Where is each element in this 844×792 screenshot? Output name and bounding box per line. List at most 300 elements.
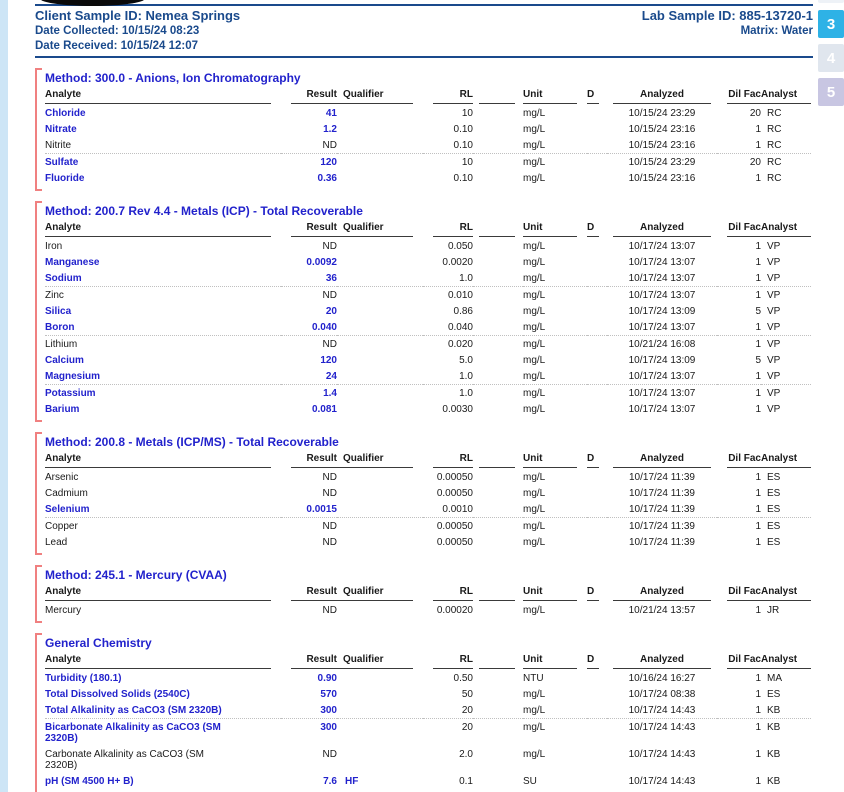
cell-mdl bbox=[473, 105, 523, 121]
client-sample-id: Client Sample ID: Nemea Springs bbox=[35, 8, 241, 23]
cell-unit: mg/L bbox=[523, 689, 546, 700]
results-table bbox=[45, 585, 811, 618]
cell-analyte: Turbidity (180.1) bbox=[45, 673, 122, 684]
cell-mdl bbox=[473, 336, 523, 353]
cell-dilfac: 1 bbox=[755, 257, 761, 268]
cell-result: ND bbox=[281, 287, 337, 304]
cell-dilfac: 1 bbox=[755, 705, 761, 716]
table-row bbox=[45, 773, 811, 789]
cell-unit: mg/L bbox=[523, 257, 546, 268]
column-header-analyte: Analyte bbox=[45, 221, 281, 238]
cell-dilfac: 1 bbox=[755, 173, 761, 184]
cell-d bbox=[587, 401, 607, 417]
cell-mdl bbox=[473, 137, 523, 154]
cell-analyte: Nitrate bbox=[45, 124, 77, 135]
cell-analyzed: 10/17/24 13:07 bbox=[628, 404, 696, 415]
cell-result: 300 bbox=[281, 719, 337, 747]
cell-result: 1.4 bbox=[281, 385, 337, 402]
cell-mdl bbox=[473, 746, 523, 773]
sample-header bbox=[35, 0, 813, 58]
cell-analyzed: 10/17/24 14:43 bbox=[628, 705, 696, 716]
cell-mdl bbox=[473, 319, 523, 336]
cell-mdl bbox=[473, 702, 523, 719]
cell-analyzed: 10/15/24 23:16 bbox=[628, 124, 696, 135]
cell-result: ND bbox=[322, 605, 337, 616]
cell-analyte: Iron bbox=[45, 241, 63, 252]
cell-result: 36 bbox=[325, 273, 337, 284]
section-bracket bbox=[35, 432, 42, 555]
table-row bbox=[45, 137, 811, 154]
cell-rl: 0.050 bbox=[447, 241, 473, 252]
section-title: Method: 200.7 Rev 4.4 - Metals (ICP) - Total Recoverable bbox=[45, 204, 363, 218]
cell-unit: mg/L bbox=[523, 336, 587, 353]
cell-analyzed: 10/17/24 11:39 bbox=[629, 537, 695, 548]
cell-d bbox=[587, 518, 607, 535]
cell-d bbox=[587, 746, 607, 773]
cell-rl: 0.00050 bbox=[436, 537, 473, 548]
cell-rl: 0.1 bbox=[459, 776, 473, 787]
table-row bbox=[45, 303, 811, 319]
column-header-dil-fac: Dil Fac bbox=[717, 88, 761, 105]
method-section bbox=[35, 432, 813, 555]
cell-analyte: Sodium bbox=[45, 273, 82, 284]
cell-result: ND bbox=[322, 472, 337, 483]
cell-d bbox=[587, 702, 607, 719]
page-tab-partial[interactable] bbox=[818, 0, 844, 3]
cell-qual bbox=[337, 368, 423, 385]
cell-d bbox=[587, 154, 607, 171]
cell-analyst: VP bbox=[767, 322, 781, 333]
column-header-qualifier: Qualifier bbox=[337, 88, 423, 105]
cell-mdl bbox=[473, 602, 523, 618]
cell-analyzed: 10/16/24 16:27 bbox=[628, 673, 696, 684]
cell-result: 0.90 bbox=[317, 673, 337, 684]
cell-qual bbox=[337, 352, 423, 368]
matrix: Matrix: Water bbox=[740, 25, 813, 37]
method-section bbox=[35, 68, 813, 191]
cell-d bbox=[587, 602, 607, 618]
cell-rl: 5.0 bbox=[459, 355, 473, 366]
cell-unit: mg/L bbox=[523, 355, 546, 366]
results-table bbox=[45, 653, 811, 789]
cell-dilfac: 1 bbox=[717, 719, 761, 747]
cell-analyzed: 10/17/24 14:43 bbox=[628, 776, 696, 787]
cell-dilfac: 20 bbox=[717, 154, 761, 171]
cell-dilfac: 1 bbox=[755, 776, 761, 787]
cell-d bbox=[587, 137, 607, 154]
table-row bbox=[45, 401, 811, 417]
cell-analyte: Arsenic bbox=[45, 472, 79, 483]
column-header-result: Result bbox=[281, 88, 337, 105]
cell-analyst: VP bbox=[767, 371, 781, 382]
table-row bbox=[45, 485, 811, 501]
cell-analyzed: 10/17/24 13:07 bbox=[628, 371, 696, 382]
section-bracket bbox=[35, 565, 42, 623]
cell-rl: 10 bbox=[423, 154, 473, 171]
table-row bbox=[45, 670, 811, 686]
cell-analyst: KB bbox=[767, 776, 781, 787]
table-row bbox=[45, 719, 811, 747]
cell-rl: 0.00050 bbox=[436, 488, 473, 499]
cell-result: 7.6 bbox=[323, 776, 337, 787]
cell-qual bbox=[337, 319, 423, 336]
column-header-analyzed: Analyzed bbox=[607, 653, 717, 670]
cell-analyst: VP bbox=[767, 355, 781, 366]
cell-analyst: VP bbox=[767, 306, 781, 317]
cell-qual bbox=[337, 137, 423, 154]
column-header-rl: RL bbox=[423, 452, 473, 469]
cell-analyte: Cadmium bbox=[45, 488, 88, 499]
cell-analyst: KB bbox=[767, 749, 781, 760]
cell-unit: mg/L bbox=[523, 173, 546, 184]
cell-rl: 0.00020 bbox=[436, 605, 473, 616]
cell-analyzed: 10/17/24 11:39 bbox=[629, 504, 695, 515]
cell-unit: mg/L bbox=[523, 488, 546, 499]
table-row bbox=[45, 238, 811, 254]
cell-rl: 10 bbox=[461, 108, 473, 119]
cell-analyte: Manganese bbox=[45, 257, 100, 268]
table-row bbox=[45, 518, 811, 535]
cell-rl: 0.040 bbox=[447, 322, 473, 333]
cell-dilfac: 1 bbox=[755, 605, 761, 616]
cell-d bbox=[587, 469, 607, 485]
cell-rl: 20 bbox=[461, 705, 473, 716]
column-header-analyzed: Analyzed bbox=[607, 88, 717, 105]
section-bracket bbox=[35, 201, 42, 422]
cell-rl: 0.10 bbox=[453, 124, 473, 135]
cell-dilfac: 5 bbox=[755, 355, 761, 366]
column-header-d: D bbox=[587, 221, 607, 238]
cell-qual bbox=[337, 534, 423, 550]
column-header-mdl bbox=[473, 653, 523, 670]
cell-qual bbox=[337, 121, 423, 137]
cell-unit: mg/L bbox=[523, 371, 546, 382]
cell-result: 24 bbox=[325, 371, 337, 382]
method-section bbox=[35, 201, 813, 422]
page-tab-3-active[interactable]: 3 bbox=[818, 10, 844, 38]
table-row bbox=[45, 154, 811, 171]
cell-d bbox=[587, 287, 607, 304]
results-table bbox=[45, 88, 811, 186]
table-row bbox=[45, 501, 811, 518]
cell-analyte: Copper bbox=[45, 518, 281, 535]
cell-result: 0.040 bbox=[311, 322, 337, 333]
cell-analyzed: 10/15/24 23:29 bbox=[607, 154, 717, 171]
cell-analyte: Nitrite bbox=[45, 140, 72, 151]
table-row bbox=[45, 385, 811, 402]
cell-qual bbox=[337, 702, 423, 719]
cell-d bbox=[587, 368, 607, 385]
cell-mdl bbox=[473, 501, 523, 518]
table-row bbox=[45, 287, 811, 304]
cell-mdl bbox=[473, 254, 523, 270]
column-header-rl: RL bbox=[423, 653, 473, 670]
column-header-rl: RL bbox=[423, 88, 473, 105]
lab-sample-id: Lab Sample ID: 885-13720-1 bbox=[641, 8, 813, 23]
cell-analyst: ES bbox=[767, 504, 781, 515]
cell-mdl bbox=[473, 686, 523, 702]
cell-mdl bbox=[473, 121, 523, 137]
page-tab-4[interactable]: 4 bbox=[818, 44, 844, 72]
cell-unit: mg/L bbox=[523, 504, 546, 515]
column-header-analyst: Analyst bbox=[761, 653, 811, 670]
cell-d bbox=[587, 319, 607, 336]
cell-analyte: Calcium bbox=[45, 355, 84, 366]
cell-analyst: RC bbox=[767, 140, 782, 151]
cell-unit: mg/L bbox=[523, 140, 546, 151]
cell-d bbox=[587, 352, 607, 368]
cell-dilfac: 1 bbox=[717, 518, 761, 535]
table-row bbox=[45, 254, 811, 270]
column-header-d: D bbox=[587, 653, 607, 670]
cell-analyte: Sulfate bbox=[45, 154, 281, 171]
left-margin-strip bbox=[0, 0, 8, 792]
table-row bbox=[45, 686, 811, 702]
cell-mdl bbox=[473, 534, 523, 550]
cell-analyte: Silica bbox=[45, 306, 72, 317]
cell-qual bbox=[337, 518, 423, 535]
cell-mdl bbox=[473, 270, 523, 287]
cell-analyst: RC bbox=[767, 124, 782, 135]
column-header-result: Result bbox=[281, 221, 337, 238]
cell-analyzed: 10/17/24 13:07 bbox=[607, 287, 717, 304]
cell-d bbox=[587, 238, 607, 254]
cell-rl: 0.50 bbox=[453, 673, 473, 684]
cell-dilfac: 1 bbox=[755, 488, 761, 499]
table-row bbox=[45, 121, 811, 137]
cell-analyzed: 10/15/24 23:16 bbox=[628, 173, 696, 184]
cell-dilfac: 1 bbox=[755, 504, 761, 515]
cell-mdl bbox=[473, 719, 523, 747]
cell-analyte: Zinc bbox=[45, 287, 281, 304]
cell-unit: mg/L bbox=[523, 518, 587, 535]
cell-result: 0.081 bbox=[311, 404, 337, 415]
column-header-dil-fac: Dil Fac bbox=[717, 452, 761, 469]
cell-analyst: RC bbox=[767, 173, 782, 184]
cell-analyte: Lithium bbox=[45, 336, 281, 353]
cell-unit: mg/L bbox=[523, 605, 546, 616]
cell-dilfac: 1 bbox=[755, 241, 761, 252]
cell-d bbox=[587, 501, 607, 518]
cell-qual bbox=[337, 270, 423, 287]
cell-unit: mg/L bbox=[523, 472, 546, 483]
column-header-mdl bbox=[473, 585, 523, 602]
cell-qual bbox=[337, 154, 423, 171]
cell-analyst: VP bbox=[767, 273, 781, 284]
column-header-unit: Unit bbox=[523, 653, 587, 670]
cell-d bbox=[587, 385, 607, 402]
cell-analyst: VP bbox=[767, 241, 781, 252]
table-row bbox=[45, 702, 811, 719]
cell-analyte: Lead bbox=[45, 537, 68, 548]
cell-analyzed: 10/17/24 13:07 bbox=[628, 257, 696, 268]
cell-unit: mg/L bbox=[523, 749, 546, 760]
cell-analyzed: 10/17/24 13:07 bbox=[607, 385, 717, 402]
cell-qual bbox=[337, 254, 423, 270]
section-title: Method: 300.0 - Anions, Ion Chromatography bbox=[45, 71, 301, 85]
cell-result: 0.36 bbox=[317, 173, 337, 184]
cell-mdl bbox=[473, 773, 523, 789]
cell-analyte: Magnesium bbox=[45, 371, 101, 382]
cell-rl: 0.00050 bbox=[436, 472, 473, 483]
cell-analyte: Boron bbox=[45, 322, 75, 333]
cell-analyte: Fluoride bbox=[45, 173, 85, 184]
table-row bbox=[45, 368, 811, 385]
cell-qual bbox=[337, 686, 423, 702]
cell-qual bbox=[337, 602, 423, 618]
column-header-qualifier: Qualifier bbox=[337, 452, 423, 469]
column-header-unit: Unit bbox=[523, 452, 587, 469]
cell-analyzed: 10/17/24 08:38 bbox=[628, 689, 696, 700]
cell-d bbox=[587, 105, 607, 121]
cell-rl: 0.0020 bbox=[442, 257, 473, 268]
cell-analyst: VP bbox=[761, 385, 811, 402]
cell-mdl bbox=[473, 469, 523, 485]
date-collected: Date Collected: 10/15/24 08:23 bbox=[35, 25, 200, 37]
column-header-d: D bbox=[587, 452, 607, 469]
cell-unit: mg/L bbox=[523, 273, 546, 284]
cell-analyzed: 10/17/24 11:39 bbox=[629, 488, 695, 499]
cell-d bbox=[587, 121, 607, 137]
cell-qual bbox=[337, 719, 423, 747]
table-row bbox=[45, 319, 811, 336]
cell-analyzed: 10/17/24 13:07 bbox=[628, 241, 696, 252]
column-header-rl: RL bbox=[423, 585, 473, 602]
column-header-analyte: Analyte bbox=[45, 452, 281, 469]
column-header-analyte: Analyte bbox=[45, 585, 281, 602]
cell-analyst: VP bbox=[767, 257, 781, 268]
cell-d bbox=[587, 773, 607, 789]
cell-mdl bbox=[473, 287, 523, 304]
cell-qual bbox=[337, 670, 423, 686]
cell-analyte: Barium bbox=[45, 404, 80, 415]
cell-d bbox=[587, 485, 607, 501]
cell-dilfac: 1 bbox=[755, 537, 761, 548]
cell-d bbox=[587, 670, 607, 686]
cell-analyst: ES bbox=[761, 518, 811, 535]
table-row bbox=[45, 469, 811, 485]
cell-result: 41 bbox=[325, 108, 337, 119]
cell-result: 120 bbox=[281, 154, 337, 171]
cell-dilfac: 5 bbox=[755, 306, 761, 317]
cell-mdl bbox=[473, 670, 523, 686]
cell-rl: 0.010 bbox=[423, 287, 473, 304]
cell-dilfac: 1 bbox=[755, 689, 761, 700]
column-header-dil-fac: Dil Fac bbox=[717, 585, 761, 602]
section-title: Method: 245.1 - Mercury (CVAA) bbox=[45, 568, 227, 582]
cell-analyst: VP bbox=[767, 404, 781, 415]
cell-qual bbox=[337, 336, 423, 353]
cell-unit: mg/L bbox=[523, 124, 546, 135]
cell-result: ND bbox=[281, 336, 337, 353]
table-row bbox=[45, 534, 811, 550]
column-header-result: Result bbox=[281, 653, 337, 670]
cell-rl: 0.0010 bbox=[442, 504, 473, 515]
cell-rl: 2.0 bbox=[459, 749, 473, 760]
cell-unit: mg/L bbox=[523, 719, 587, 747]
cell-mdl bbox=[473, 170, 523, 186]
cell-analyzed: 10/17/24 14:43 bbox=[628, 749, 696, 760]
cell-d bbox=[587, 270, 607, 287]
cell-analyzed: 10/21/24 13:57 bbox=[628, 605, 696, 616]
cell-analyst: MA bbox=[767, 673, 782, 684]
cell-dilfac: 1 bbox=[755, 749, 761, 760]
cell-analyte: Potassium bbox=[45, 385, 281, 402]
cell-qual bbox=[337, 303, 423, 319]
column-header-analyzed: Analyzed bbox=[607, 585, 717, 602]
cell-rl: 0.10 bbox=[453, 173, 473, 184]
cell-dilfac: 1 bbox=[717, 385, 761, 402]
cell-unit: SU bbox=[523, 776, 537, 787]
cell-rl: 20 bbox=[423, 719, 473, 747]
cell-unit: mg/L bbox=[523, 404, 546, 415]
cell-mdl bbox=[473, 238, 523, 254]
table-row bbox=[45, 170, 811, 186]
results-table bbox=[45, 452, 811, 550]
column-header-qualifier: Qualifier bbox=[337, 221, 423, 238]
column-header-analyte: Analyte bbox=[45, 653, 281, 670]
cell-analyst: RC bbox=[761, 154, 811, 171]
cell-d bbox=[587, 686, 607, 702]
column-header-analyte: Analyte bbox=[45, 88, 281, 105]
cell-result: ND bbox=[322, 140, 337, 151]
cell-analyst: ES bbox=[767, 689, 781, 700]
cell-dilfac: 1 bbox=[755, 404, 761, 415]
cell-analyzed: 10/17/24 13:09 bbox=[628, 306, 696, 317]
cell-analyzed: 10/17/24 14:43 bbox=[607, 719, 717, 747]
column-header-analyzed: Analyzed bbox=[607, 221, 717, 238]
cell-analyst: ES bbox=[767, 537, 781, 548]
cell-analyst: RC bbox=[767, 108, 782, 119]
cell-analyzed: 10/17/24 13:09 bbox=[628, 355, 696, 366]
cell-qual bbox=[337, 469, 423, 485]
column-header-result: Result bbox=[281, 452, 337, 469]
cell-result: 300 bbox=[320, 705, 337, 716]
cell-d bbox=[587, 336, 607, 353]
table-row bbox=[45, 352, 811, 368]
column-header-qualifier: Qualifier bbox=[337, 653, 423, 670]
cell-mdl bbox=[473, 352, 523, 368]
table-row bbox=[45, 746, 811, 773]
cell-analyzed: 10/15/24 23:16 bbox=[628, 140, 696, 151]
column-header-dil-fac: Dil Fac bbox=[717, 221, 761, 238]
cell-analyst: JR bbox=[767, 605, 780, 616]
cell-rl: 1.0 bbox=[423, 385, 473, 402]
column-header-mdl bbox=[473, 88, 523, 105]
cell-unit: mg/L bbox=[523, 287, 587, 304]
cell-rl: 0.00050 bbox=[423, 518, 473, 535]
report-page bbox=[35, 0, 813, 792]
cell-analyst: KB bbox=[761, 719, 811, 747]
cell-analyte: Chloride bbox=[45, 108, 86, 119]
column-header-d: D bbox=[587, 585, 607, 602]
results-table bbox=[45, 221, 811, 417]
page-tab-5[interactable]: 5 bbox=[818, 78, 844, 106]
cell-unit: mg/L bbox=[523, 306, 546, 317]
cell-dilfac: 1 bbox=[755, 371, 761, 382]
cell-d bbox=[587, 303, 607, 319]
cell-analyst: ES bbox=[767, 488, 781, 499]
column-header-qualifier: Qualifier bbox=[337, 585, 423, 602]
table-row bbox=[45, 336, 811, 353]
cell-rl: 0.020 bbox=[423, 336, 473, 353]
cell-mdl bbox=[473, 485, 523, 501]
cell-analyzed: 10/17/24 13:07 bbox=[628, 322, 696, 333]
column-header-analyzed: Analyzed bbox=[607, 452, 717, 469]
cell-result: ND bbox=[322, 488, 337, 499]
cell-mdl bbox=[473, 368, 523, 385]
cell-qual: HF bbox=[345, 776, 359, 787]
